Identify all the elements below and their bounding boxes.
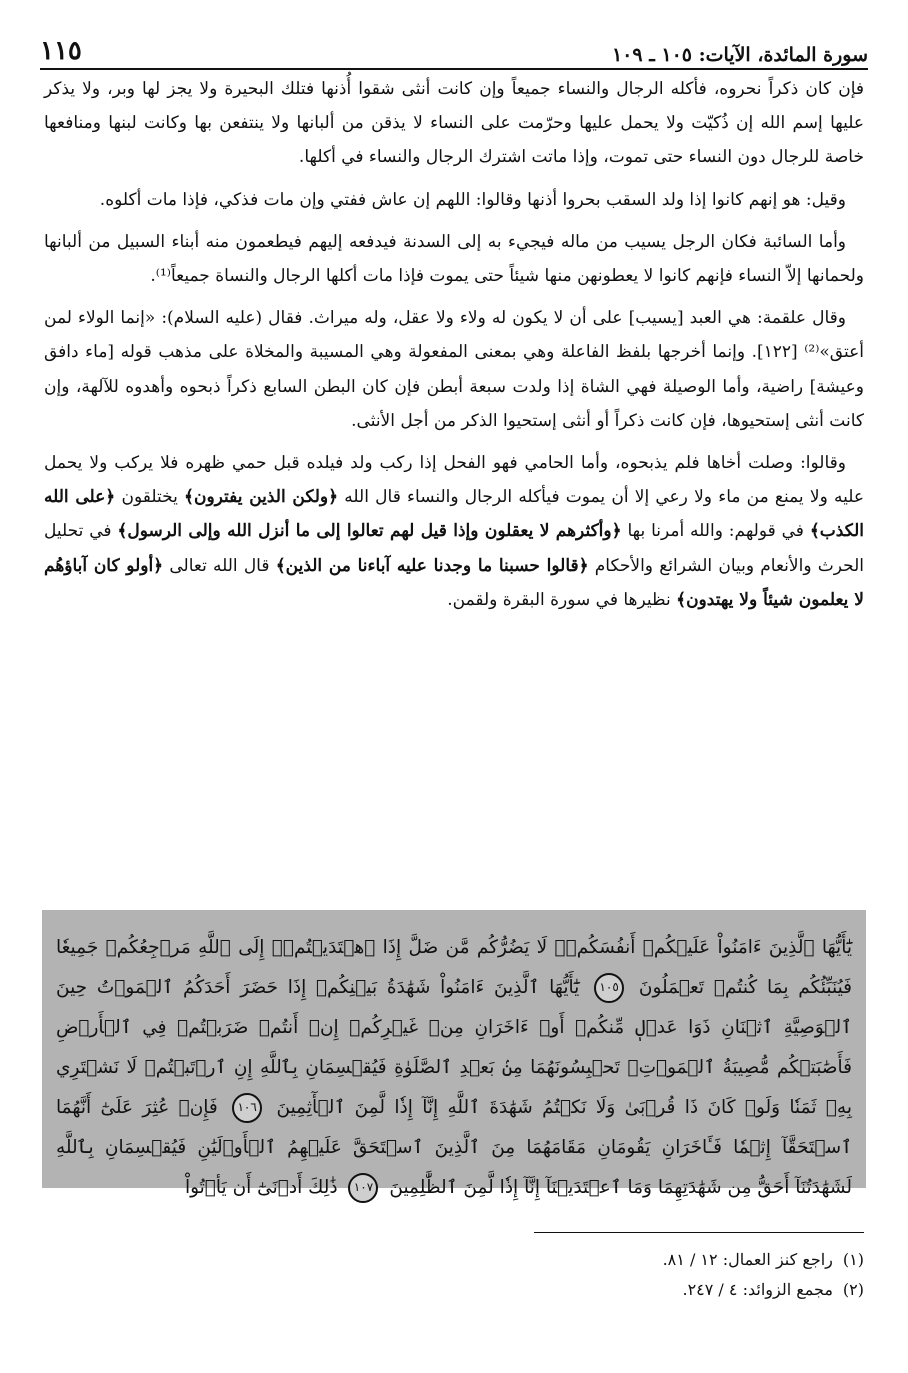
quran-quote: ﴿على الله الكذب﴾ [44, 487, 864, 542]
paragraph-4: وقال علقمة: هي العبد [يسيب] على أن لا يكون له ولاء ولا عقل، وله ميراث. فقال (عليه السلام): «إنما الولاء لمن أعتق»⁽²⁾ [١٢٢]. وإنما أخرجها بلفظ الفاعلة وهي بمعنى المفعولة وهي المسيبة والمخلاة على مذهب قوله [ماء دافق وعيشة] راضية، وأما الوصيلة فهي الشاة إذا ولدت سبعة أبطن فإن كان البطن السابع ذكراً ذبحوه وأهدوه للآلهة، وإن كانت أنثى إستحيوها، فإن كانت ذكراً أو أنثى إستحيوا الذكر من أجل الأنثى. [44, 308, 864, 431]
paragraph-2: وقيل: هو إنهم كانوا إذا ولد السقب بحروا أذنها وقالوا: اللهم إن عاش ففتي وإن مات فذكي، فإذا مات أكلوه. [99, 189, 846, 210]
verse-text: يَٰٓأَيُّهَا ٱلَّذِينَ ءَامَنُواْ شَهَٰدَةُ بَيۡنِكُمۡ إِذَا حَضَرَ أَحَدَكُمُ ٱلۡمَوۡتُ حِينَ ٱلۡوَصِيَّةِ ٱثۡنَانِ ذَوَا عَدۡلٖ مِّنكُمۡ أَوۡ ءَاخَرَانِ مِنۡ غَيۡرِكُمۡ إِنۡ أَنتُمۡ ضَرَبۡتُمۡ فِي ٱلۡأَرۡضِ فَأَصَٰبَتۡكُم مُّصِيبَةُ ٱلۡمَوۡتِۚ تَحۡبِسُونَهُمَا مِنۢ بَعۡدِ ٱلصَّلَوٰةِ فَيُقۡسِمَانِ بِٱللَّهِ إِنِ ٱرۡتَبۡتُمۡ لَا نَشۡتَرِي بِهِۦ ثَمَنٗا وَلَوۡ كَانَ ذَا قُرۡبَىٰ وَلَا نَكۡتُمُ شَهَٰدَةَ ٱللَّهِ إِنَّآ إِذٗا لَّمِنَ ٱلۡأٓثِمِينَ [56, 977, 853, 1118]
verse-text: فَإِنۡ عُثِرَ عَلَىٰٓ أَنَّهُمَا ٱسۡتَحَقَّآ إِثۡمٗا فَـَٔاخَرَانِ يَقُومَانِ مَقَامَهُمَا مِنَ ٱلَّذِينَ ٱسۡتَحَقَّ عَلَيۡهِمُ ٱلۡأَوۡلَيَٰنِ فَيُقۡسِمَانِ بِٱللَّهِ لَشَهَٰدَتُنَآ أَحَقُّ مِن شَهَٰدَتِهِمَا وَمَا ٱعۡتَدَيۡنَآ إِنَّآ إِذٗا لَّمِنَ ٱلظَّٰلِمِينَ [56, 1097, 852, 1198]
text-segment: يختلقون [115, 487, 184, 508]
footnote-number: (١) [842, 1250, 864, 1269]
footnote-text: راجع كنز العمال: ١٢ / ٨١. [662, 1250, 833, 1269]
footnote-number: (٢) [842, 1280, 864, 1299]
verse-text: ذَٰلِكَ أَدۡنَىٰٓ أَن يَأۡتُواْ [184, 1177, 338, 1198]
quran-quote: ﴿وأكثرهم لا يعقلون وإذا قيل لهم تعالوا إلى ما أنزل الله وإلى الرسول﴾ [117, 521, 622, 542]
text-segment: في قولهم: والله أمرنا بها [621, 521, 810, 542]
text-segment: في تحليل الحرث والأنعام وبيان الشرائع والأحكام [44, 521, 864, 576]
quran-quote: ﴿ولكن الذين يفترون﴾ [184, 487, 339, 508]
quran-quote: ﴿قالوا حسبنا ما وجدنا عليه آباءنا من الذين﴾ [275, 555, 589, 576]
paragraph-5 [44, 446, 864, 617]
header-divider [40, 68, 868, 70]
footnote [44, 1275, 864, 1305]
verse-text: يَٰٓأَيُّهَا ٱلَّذِينَ ءَامَنُواْ عَلَيۡكُمۡ أَنفُسَكُمۡۖ لَا يَضُرُّكُم مَّن ضَلَّ إِذَا ٱهۡتَدَيۡتُمۡۚ إِلَى ٱللَّهِ مَرۡجِعُكُمۡ جَمِيعٗا فَيُنَبِّئُكُم بِمَا كُنتُمۡ تَعۡمَلُونَ [56, 937, 853, 998]
running-title: سورة المائدة، الآيات: ١٠٥ ـ ١٠٩ [611, 44, 868, 66]
ayah-number-marker: ١٠٧ [348, 1173, 378, 1203]
footnote-text: مجمع الزوائد: ٤ / ٢٤٧. [682, 1280, 833, 1299]
footnote [44, 1245, 864, 1275]
footnote-divider [534, 1232, 864, 1233]
paragraph-1: فإن كان ذكراً نحروه، فأكله الرجال والنساء جميعاً وإن كانت أنثى شقوا أُذنها فتلك البحيرة ولا يجز لها وبر، ولا يذكر عليها إسم الله إن ذُكيّت ولا يحمل عليها وحرّمت على النساء لا يذقن من ألبانها ولا ينتفعن بها وكانت لبنها ومنافعها خاصة للرجال دون النساء حتى تموت، وإذا ماتت اشترك الرجال والنساء في أكلها. [44, 79, 864, 168]
text-segment: وقالوا: وصلت أخاها فلم يذبحوه، وأما الحامي فهو الفحل إذا ركب ولد فيلده قبل حمي ظهره فلا يركب ولا يحمل عليه ولا يمنع من ماء ولا رعي إلا أن يموت فيأكله الرجال والنساء قال الله [44, 453, 864, 508]
text-segment: قال الله تعالى [163, 555, 276, 576]
page-header [40, 22, 868, 66]
ayah-number-marker: ١٠٥ [594, 973, 624, 1003]
ayah-number-marker: ١٠٦ [232, 1093, 262, 1123]
quran-quote: ﴿أولو كان آباؤهُم لا يعلمون شيئاً ولا يهتدون﴾ [44, 555, 864, 610]
text-segment: نظيرها في سورة البقرة ولقمن. [447, 589, 677, 610]
page-number: ١١٥ [40, 36, 82, 66]
quran-verses-box [42, 910, 866, 1198]
footnotes [44, 1245, 864, 1305]
paragraph-3: وأما السائبة فكان الرجل يسيب من ماله فيجيء به إلى السدنة فيدفعه إليهم فيطعمون منه أبناء السبيل من ألبانها ولحمانها إلاّ النساء فإنهم كانوا لا يعطونهن منها شيئاً حتى يموت فإذا مات أكلها الرجال والنساة جميعاً⁽¹⁾. [44, 231, 864, 287]
commentary-text [44, 72, 864, 625]
